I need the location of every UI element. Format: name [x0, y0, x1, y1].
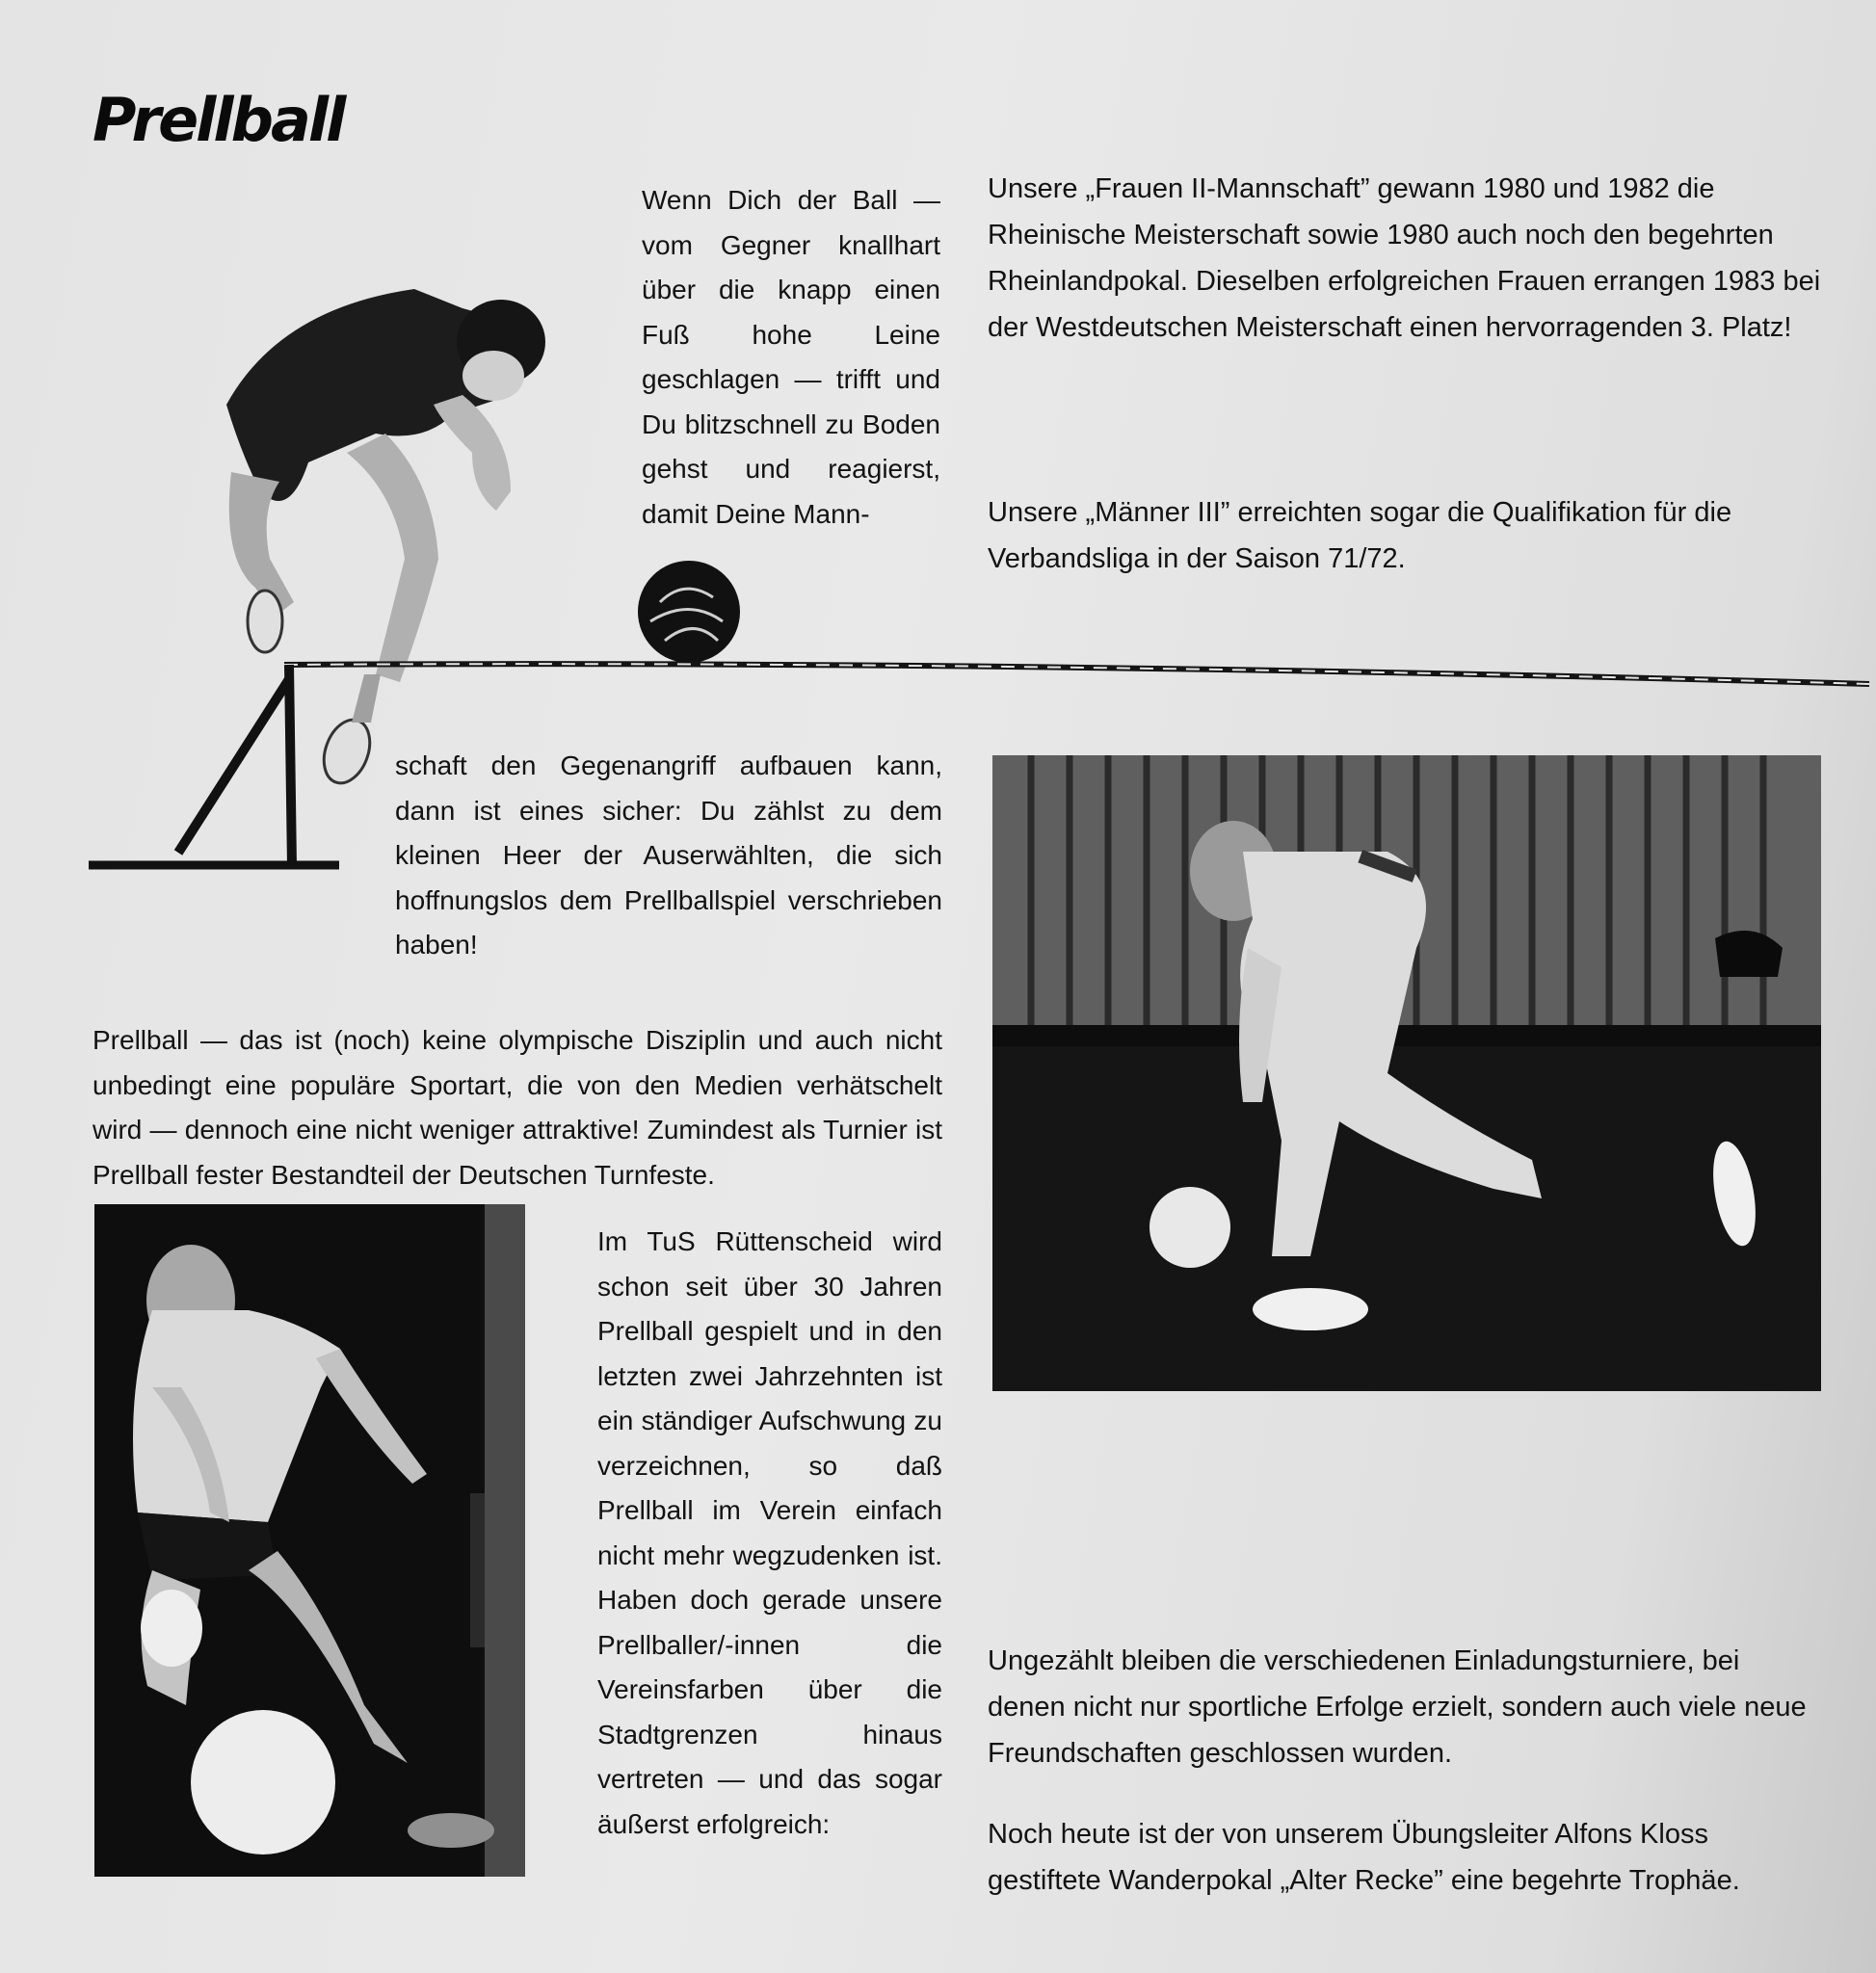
- paragraph-pokal: Noch heute ist der von unserem Übungsleiter Alfons Kloss gestiftete Wanderpokal „Alter Recke” eine begehrte Trophäe.: [988, 1819, 1740, 1896]
- paragraph-prellball: Prellball — das ist (noch) keine olympische Disziplin und auch nicht unbedingt eine populäre Sportart, die von den Medien verhätschelt wird — dennoch eine nicht weniger attraktive! Zumindest als Turnier ist Prellball fester Bestandteil der Deutschen Turnfeste.: [92, 1025, 942, 1190]
- paragraph-turniere: Ungezählt bleiben die verschiedenen Einladungsturniere, bei denen nicht nur sportliche Erfolge erzielt, sondern auch viele neue Freundschaften geschlossen wurden.: [988, 1645, 1807, 1769]
- photo-bowling-player: [992, 755, 1821, 1391]
- page-title: Prellball: [92, 85, 344, 155]
- intro-column: Wenn Dich der Ball — vom Gegner knallhart über die knapp einen Fuß hohe Leine geschlagen — trifft und Du blitzschnell zu Boden gehst und reagierst, damit Deine Mann-: [642, 185, 940, 529]
- paragraph-verein: Im TuS Rüttenscheid wird schon seit über 30 Jahren Prellball gespielt und in den letzten zwei Jahrzehnten ist ein ständiger Aufschwung zu verzeichnen, so daß Prellball im Verein einfach nicht mehr wegzudenken ist. Haben doch gerade unsere Prellballer/-innen die Vereinsfarben über die Stadtgrenzen hinaus vertreten — und das sogar äußerst erfolgreich:: [597, 1226, 942, 1839]
- paragraph-frauen: Unsere „Frauen II-Mannschaft” gewann 1980 und 1982 die Rheinische Meisterschaft sowie 1980 auch noch den begehrten Rheinlandpokal. Dieselben erfolgreichen Frauen errangen 1983 bei der Westdeutschen Meisterschaft einen hervorragenden 3. Platz!: [988, 173, 1821, 343]
- paragraph-maenner: Unsere „Männer III” erreichten sogar die Qualifikation für die Verbandsliga in der Saison 71/72.: [988, 497, 1732, 574]
- photo-kneeling-player: [94, 1204, 525, 1877]
- intro-continued: schaft den Gegenangriff aufbauen kann, dann ist eines sicher: Du zählst zu dem kleinen Heer der Auserwählten, die sich hoffnungslos dem Prellballspiel verschrieben haben!: [395, 750, 942, 960]
